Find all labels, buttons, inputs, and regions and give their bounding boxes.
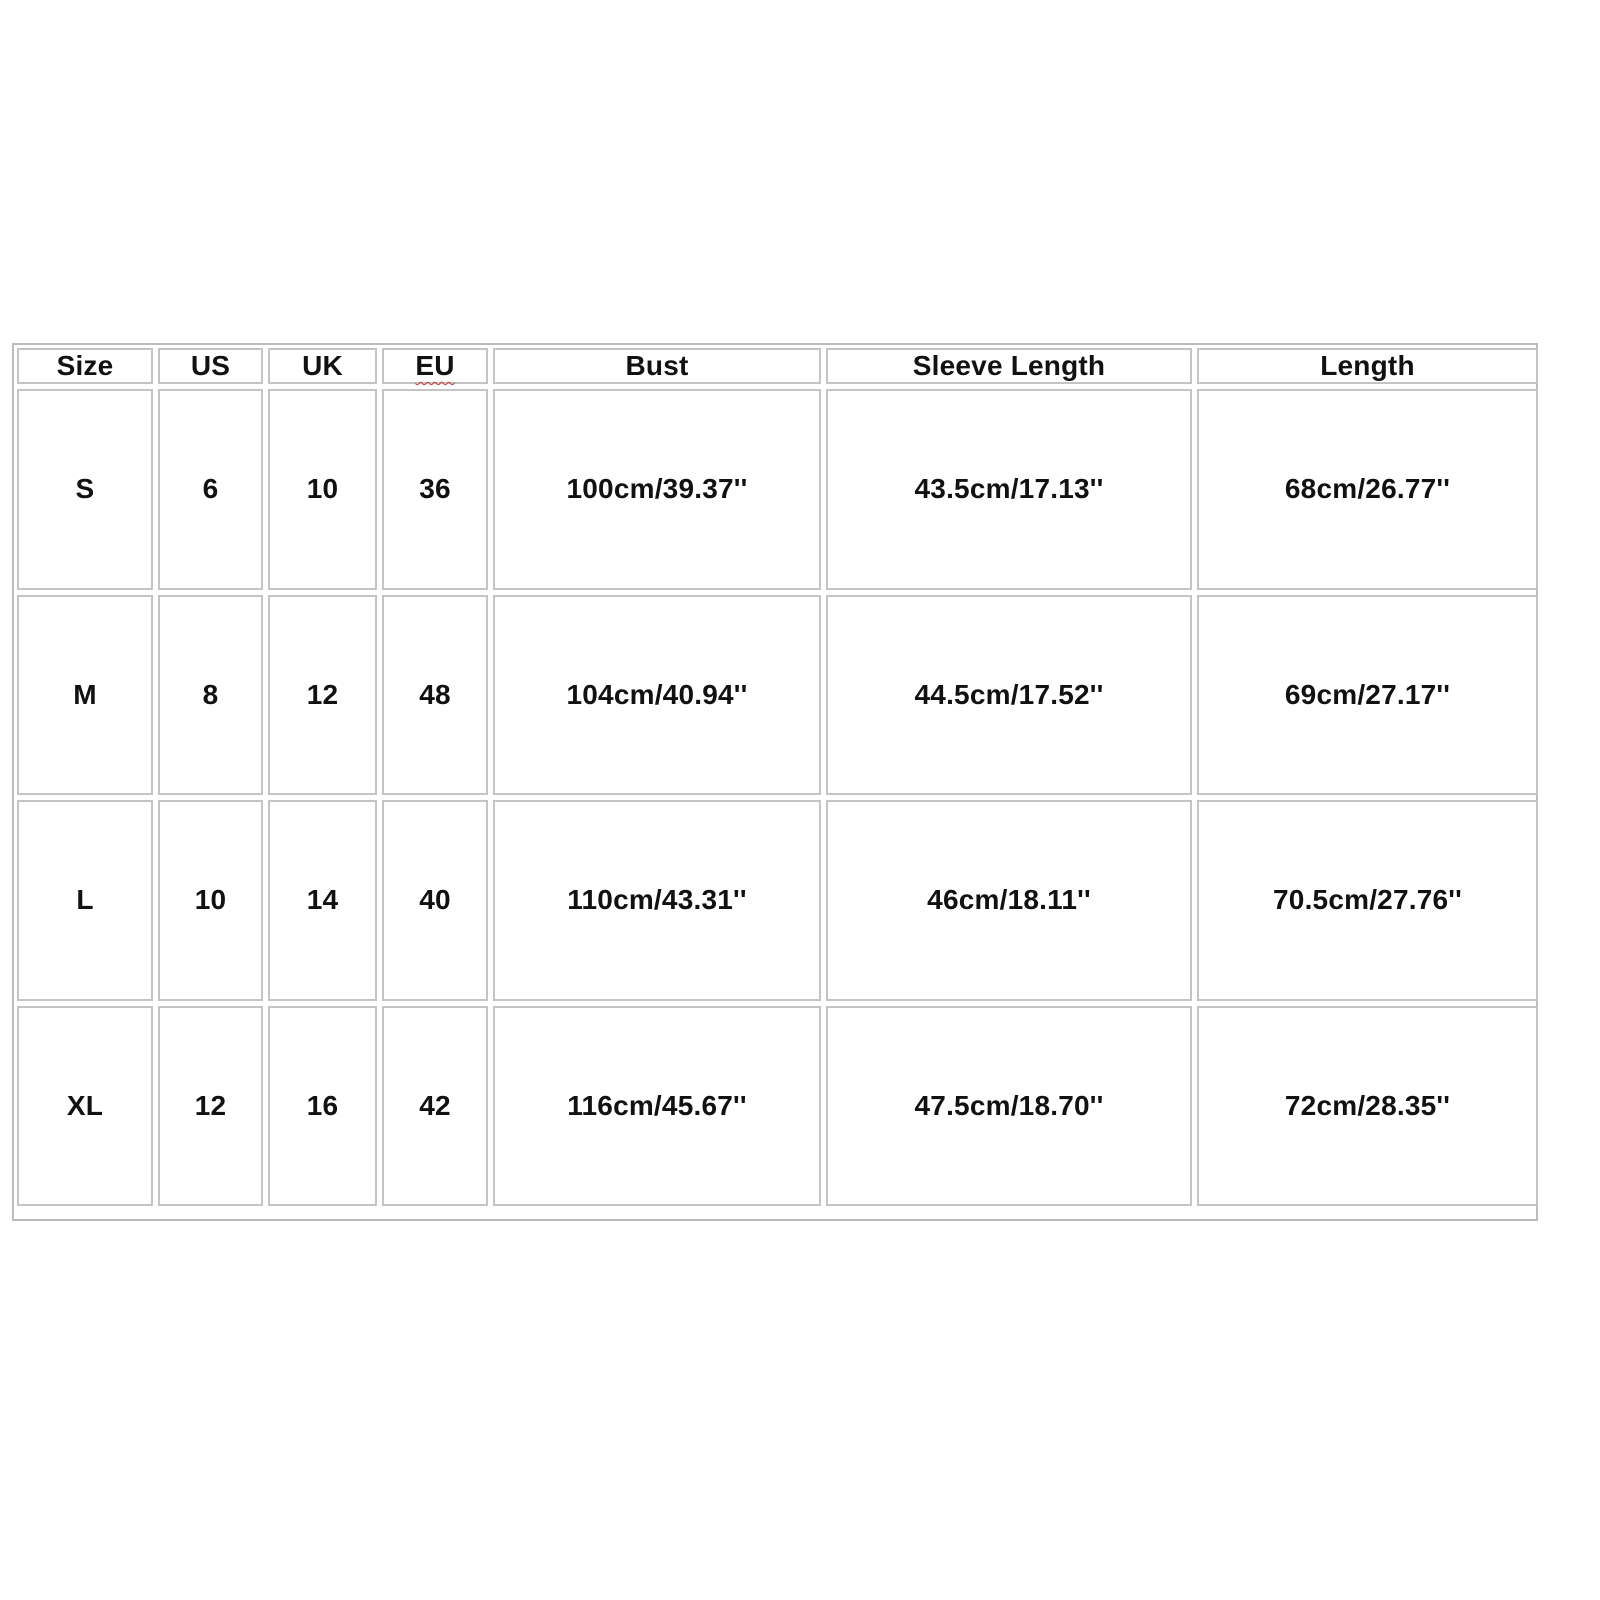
header-sleeve-length: Sleeve Length — [826, 348, 1192, 384]
header-uk: UK — [268, 348, 377, 384]
cell-uk: 14 — [268, 800, 377, 1001]
cell-eu: 48 — [382, 595, 488, 796]
cell-sleeve-length: 43.5cm/17.13'' — [826, 389, 1192, 590]
table-row — [17, 1006, 1538, 1207]
cell-length: 69cm/27.17'' — [1197, 595, 1538, 796]
cell-eu: 40 — [382, 800, 488, 1001]
cell-bust: 104cm/40.94'' — [493, 595, 821, 796]
cell-uk: 12 — [268, 595, 377, 796]
cell-size: L — [17, 800, 153, 1001]
cell-length: 70.5cm/27.76'' — [1197, 800, 1538, 1001]
table-row — [17, 800, 1538, 1001]
cell-eu: 36 — [382, 389, 488, 590]
cell-sleeve-length: 44.5cm/17.52'' — [826, 595, 1192, 796]
table-row — [17, 389, 1538, 590]
header-length: Length — [1197, 348, 1538, 384]
cell-us: 6 — [158, 389, 263, 590]
header-bust: Bust — [493, 348, 821, 384]
cell-sleeve-length: 46cm/18.11'' — [826, 800, 1192, 1001]
cell-length: 68cm/26.77'' — [1197, 389, 1538, 590]
cell-uk: 10 — [268, 389, 377, 590]
cell-size: M — [17, 595, 153, 796]
header-eu-label: EU — [415, 350, 455, 381]
cell-sleeve-length: 47.5cm/18.70'' — [826, 1006, 1192, 1207]
cell-us: 8 — [158, 595, 263, 796]
size-chart — [12, 343, 1538, 1221]
cell-length: 72cm/28.35'' — [1197, 1006, 1538, 1207]
cell-us: 12 — [158, 1006, 263, 1207]
size-table — [12, 343, 1543, 1211]
table-row — [17, 595, 1538, 796]
cell-size: XL — [17, 1006, 153, 1207]
cell-eu: 42 — [382, 1006, 488, 1207]
cell-bust: 110cm/43.31'' — [493, 800, 821, 1001]
header-us: US — [158, 348, 263, 384]
header-eu — [382, 348, 488, 384]
cell-bust: 100cm/39.37'' — [493, 389, 821, 590]
cell-uk: 16 — [268, 1006, 377, 1207]
cell-size: S — [17, 389, 153, 590]
header-size: Size — [17, 348, 153, 384]
cell-us: 10 — [158, 800, 263, 1001]
cell-bust: 116cm/45.67'' — [493, 1006, 821, 1207]
header-row — [17, 348, 1538, 384]
